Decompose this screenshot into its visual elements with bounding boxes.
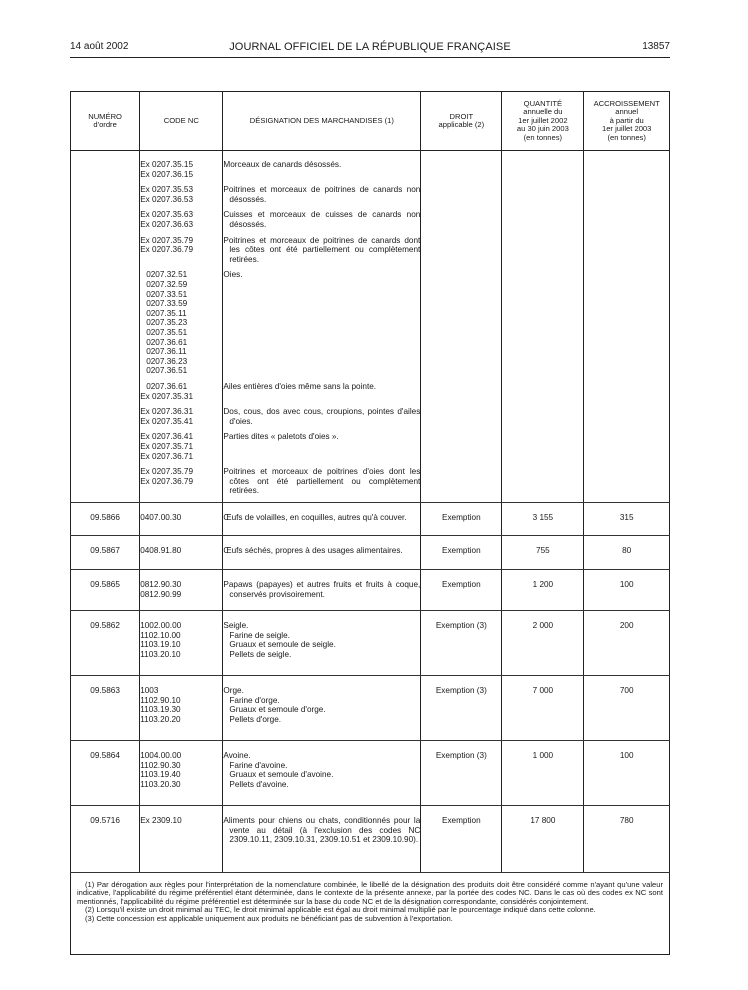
applicable-duty: Exemption <box>441 545 481 555</box>
nc-code-block <box>140 210 222 229</box>
nc-code: Ex 2309.10 <box>140 815 182 825</box>
table-row <box>71 740 670 805</box>
nc-code: Ex 0207.35.15 <box>140 160 194 169</box>
nc-code: 0207.32.51 <box>146 270 188 280</box>
nc-code: Ex 0207.36.53 <box>140 194 194 204</box>
nc-code: Ex 0207.35.41 <box>140 416 194 426</box>
page-number: 13857 <box>642 41 670 52</box>
nc-code: 0812.90.30 0812.90.99 <box>140 579 182 599</box>
col-accroissement-header <box>584 92 670 151</box>
nc-code-block <box>140 467 222 496</box>
col-num-label: NUMÉRO d'ordre <box>88 111 122 129</box>
annual-quantity: 17 800 <box>530 815 556 825</box>
nc-code: 0207.36.11 <box>146 347 187 357</box>
nc-code: Ex 0207.36.31 <box>140 407 194 417</box>
footnote: (1) Par dérogation aux règles pour l'interprétation de la nomenclature combinée, le libellé de la désignation des produits doit être considéré comme n'ayant qu'une valeur indicative, l'applicabilité du régime préférentiel étant déterminée, dans le contexte de la présente annexe, par la portée des codes NC. Dans le cas où des codes ex NC sont mentionnés, l'applicabilité du régime préférentiel est déterminée sur la base du code NC et de la désignation correspondante, considérés conjointement. <box>77 880 663 906</box>
annual-increase: 200 <box>619 620 634 630</box>
annual-quantity: 1 000 <box>532 750 554 760</box>
nc-code: Ex 0207.36.41 <box>140 432 194 442</box>
applicable-duty: Exemption (3) <box>435 750 487 760</box>
applicable-duty: Exemption <box>441 815 481 825</box>
nc-code-block <box>140 270 222 376</box>
nc-code: Ex 0207.35.79 <box>140 467 194 477</box>
table-row <box>71 610 670 675</box>
applicable-duty: Exemption (3) <box>435 685 487 695</box>
col-quantite-header <box>502 92 584 151</box>
order-number: 09.5864 <box>90 750 120 760</box>
nc-code: 0207.33.59 <box>146 299 188 309</box>
designation-text: Œufs séchés, propres à des usages alimentaires. <box>223 545 403 555</box>
applicable-duty: Exemption <box>441 579 481 589</box>
col-num-header <box>71 92 140 151</box>
annual-quantity: 755 <box>536 545 550 555</box>
designation-text: Papaws (papayes) et autres fruits et fruits à coque, conservés provisoirement. <box>223 579 421 599</box>
table-header-row <box>71 92 670 151</box>
annual-increase: 100 <box>619 579 634 589</box>
footnotes <box>70 873 670 955</box>
nc-code: 0207.33.51 <box>146 289 188 299</box>
annual-increase: 80 <box>622 545 632 555</box>
annual-increase: 780 <box>619 815 634 825</box>
nc-code: 0207.35.11 <box>146 308 187 318</box>
nc-code-block <box>140 236 222 265</box>
applicable-duty: Exemption (3) <box>435 620 487 630</box>
nc-code: 0207.36.23 <box>146 356 188 366</box>
col-designation-header <box>223 92 421 151</box>
nc-code: 1003 1102.90.10 1103.19.30 1103.20.20 <box>140 685 181 724</box>
col-quantite-label: QUANTITÉ annuelle du 1er juillet 2002 au 30 juin 2003 (en tonnes) <box>516 98 569 142</box>
nc-code: Ex 0207.36.79 <box>140 245 194 255</box>
designation-text: Poitrines et morceaux de poitrines de canards non désossés. <box>223 185 421 204</box>
order-number: 09.5867 <box>90 545 120 555</box>
annual-quantity: 7 000 <box>532 685 554 695</box>
nc-code-block <box>140 407 222 426</box>
nc-code: Ex 0207.35.53 <box>140 185 194 195</box>
nc-code: 0207.36.61 <box>146 337 188 347</box>
nc-code: Ex 0207.36.63 <box>140 219 194 229</box>
col-code-header <box>140 92 223 151</box>
nc-code-block <box>140 160 222 179</box>
nc-code: 1002.00.00 1102.10.00 1103.19.10 1103.20.10 <box>140 620 182 659</box>
order-number: 09.5862 <box>90 620 120 630</box>
table-row <box>71 502 670 535</box>
designation-text: Dos, cous, dos avec cous, croupions, pointes d'ailes d'oies. <box>223 407 421 426</box>
footnote: (3) Cette concession est applicable uniquement aux produits ne bénéficiant pas de subvention à l'exportation. <box>85 913 453 923</box>
order-number: 09.5866 <box>90 512 120 522</box>
nc-code: 0407.00.30 <box>140 512 182 522</box>
col-accroissement-label: ACCROISSEMENT annuel à partir du 1er juillet 2003 (en tonnes) <box>593 98 660 142</box>
nc-code: Ex 0207.35.63 <box>140 210 194 220</box>
nc-code: Ex 0207.36.71 <box>140 451 194 461</box>
tariff-table <box>70 91 670 873</box>
annual-increase: 100 <box>619 750 634 760</box>
designation-text: Cuisses et morceaux de cuisses de canards non désossés. <box>223 210 421 229</box>
order-number: 09.5865 <box>90 579 120 589</box>
nc-code: Ex 0207.35.31 <box>140 391 194 401</box>
annual-quantity: 1 200 <box>532 579 554 589</box>
designation-text: Poitrines et morceaux de poitrines de canards dont les côtes ont été partiellement ou complètement retirées. <box>223 235 421 264</box>
footnote: (2) Lorsqu'il existe un droit minimal au TEC, le droit minimal applicable est égal au droit minimal multiplié par le pourcentage indiqué dans cette colonne. <box>85 905 596 915</box>
table-row <box>71 805 670 872</box>
col-droit-label: DROIT applicable (2) <box>438 111 485 129</box>
designation-text: Parties dites « paletots d'oies ». <box>223 432 339 442</box>
nc-code: 0207.32.59 <box>146 279 188 289</box>
designation-text: Seigle. Farine de seigle. Gruaux et semoule de seigle. Pellets de seigle. <box>223 620 336 659</box>
table-row <box>71 535 670 569</box>
table-row <box>71 675 670 740</box>
nc-code-block <box>140 432 222 461</box>
col-droit-header <box>421 92 502 151</box>
annual-quantity: 2 000 <box>532 620 554 630</box>
designation-text: Aliments pour chiens ou chats, conditionnés pour la vente au détail (à l'exclusion des codes NC 2309.10.11, 2309.10.31, 2309.10.51 et 2309.10.90). <box>223 815 421 845</box>
applicable-duty: Exemption <box>441 512 481 522</box>
nc-code: 0207.36.51 <box>146 366 188 376</box>
designation-text: Avoine. Farine d'avoine. Gruaux et semoule d'avoine. Pellets d'avoine. <box>223 750 334 789</box>
designation-text: Oies. <box>223 270 243 280</box>
nc-code: Ex 0207.36.15 <box>140 169 194 179</box>
designation-text: Morceaux de canards désossés. <box>223 160 342 169</box>
nc-code: 0207.35.51 <box>146 327 188 337</box>
nc-code: Ex 0207.35.79 <box>140 235 194 245</box>
order-number: 09.5863 <box>90 685 120 695</box>
nc-code: 0207.36.61 <box>146 381 188 391</box>
nc-code-block <box>140 382 222 401</box>
annual-increase: 700 <box>619 685 634 695</box>
table-row <box>71 569 670 610</box>
nc-code: 1004.00.00 1102.90.30 1103.19.40 1103.20.30 <box>140 750 182 789</box>
nc-code: Ex 0207.36.79 <box>140 476 194 486</box>
designation-text: Poitrines et morceaux de poitrines d'oies dont les côtes ont été partiellement ou complètement retirées. <box>223 467 421 496</box>
designation-text: Œufs de volailles, en coquilles, autres qu'à couver. <box>223 512 407 522</box>
designation-text: Ailes entières d'oies même sans la pointe. <box>223 381 377 391</box>
nc-code-block <box>140 185 222 204</box>
table-row-poultry-group <box>71 151 670 503</box>
col-designation-label: DÉSIGNATION DES MARCHANDISES (1) <box>249 115 394 125</box>
designation-text: Orge. Farine d'orge. Gruaux et semoule d'orge. Pellets d'orge. <box>223 685 326 724</box>
nc-code: 0207.35.23 <box>146 318 188 328</box>
journal-title: JOURNAL OFFICIEL DE LA RÉPUBLIQUE FRANÇAISE <box>229 41 511 53</box>
order-number: 09.5716 <box>90 815 120 825</box>
col-code-label: CODE NC <box>163 115 199 125</box>
header-rule <box>70 57 670 58</box>
issue-date: 14 août 2002 <box>70 41 129 52</box>
nc-code: 0408.91.80 <box>140 545 182 555</box>
annual-quantity: 3 155 <box>532 512 554 522</box>
annual-increase: 315 <box>619 512 634 522</box>
nc-code: Ex 0207.35.71 <box>140 441 194 451</box>
